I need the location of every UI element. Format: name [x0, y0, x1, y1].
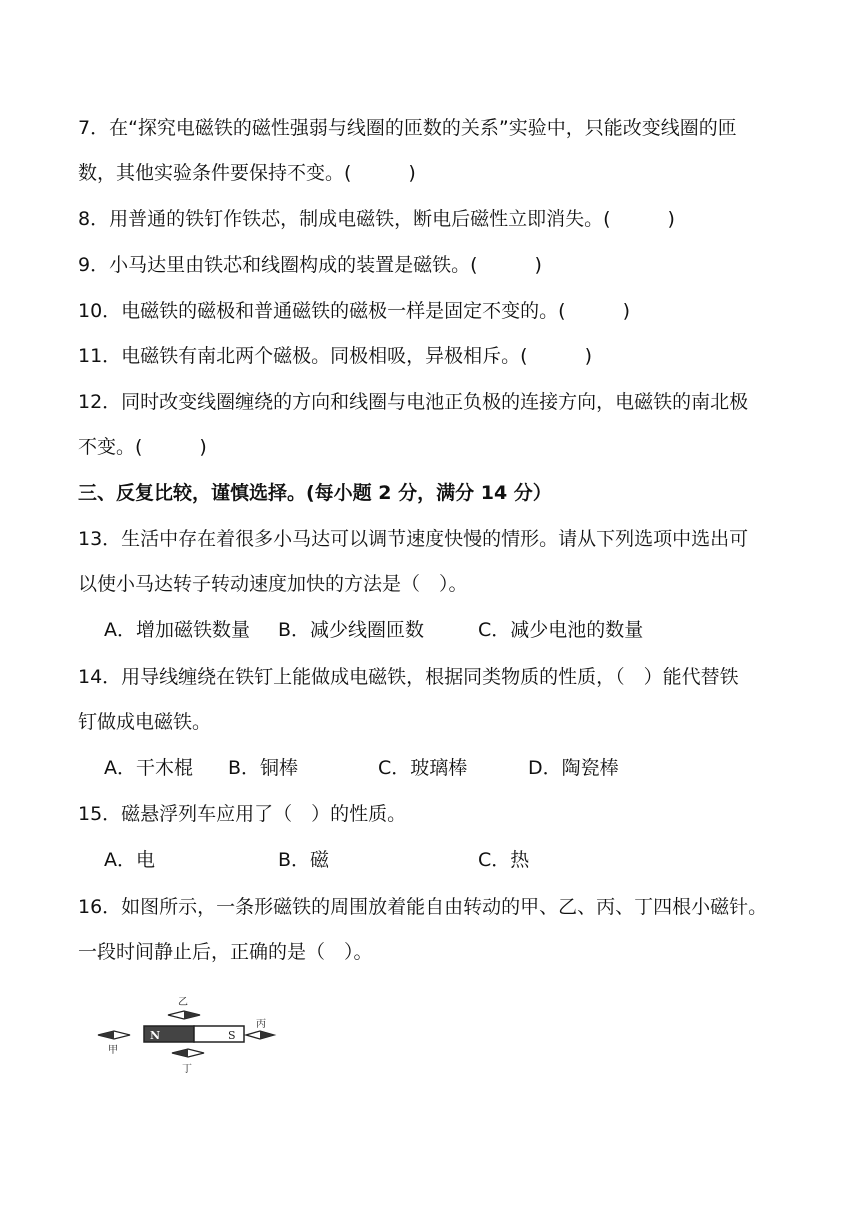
line-q8: 8．用普通的铁钉作铁芯，制成电磁铁，断电后磁性立即消失。( ) [78, 208, 675, 230]
q13-option-b: B．减少线圈匝数 [278, 619, 425, 641]
q14-option-a: A．干木棍 [104, 757, 193, 779]
line-q10: 10．电磁铁的磁极和普通磁铁的磁极一样是固定不变的。( ) [78, 300, 631, 322]
line-q7a: 7．在“探究电磁铁的磁性强弱与线圈的匝数的关系”实验中，只能改变线圈的匝 [78, 117, 737, 139]
q14-option-b: B．铜棒 [228, 757, 299, 779]
compass-needle-jia-tip [98, 1031, 114, 1039]
q14-option-c: C．玻璃棒 [378, 757, 468, 779]
line-q16b: 一段时间静止后，正确的是（ ）。 [78, 941, 373, 963]
magnet-n-label: N [150, 1029, 161, 1042]
line-q7b: 数，其他实验条件要保持不变。( ) [78, 162, 416, 184]
section-3-heading: 三、反复比较，谨慎选择。(每小题 2 分，满分 14 分） [78, 482, 552, 504]
line-q14b: 钉做成电磁铁。 [78, 711, 212, 733]
q13-option-c: C．减少电池的数量 [478, 619, 644, 641]
line-q12a: 12．同时改变线圈缠绕的方向和线圈与电池正负极的连接方向，电磁铁的南北极 [78, 391, 749, 413]
q13-option-a: A．增加磁铁数量 [104, 619, 250, 641]
line-q9: 9．小马达里由铁芯和线圈构成的装置是磁铁。( ) [78, 254, 542, 276]
line-q12b: 不变。( ) [78, 436, 207, 458]
label-yi: 乙 [178, 997, 188, 1008]
line-q14a: 14．用导线缠绕在铁钉上能做成电磁铁，根据同类物质的性质，（ ）能代替铁 [78, 666, 739, 688]
label-bing: 丙 [256, 1019, 266, 1030]
magnet-compass-figure [78, 980, 278, 1080]
compass-needle-bing-tip [260, 1031, 274, 1039]
line-q13b: 以使小马达转子转动速度加快的方法是（ ）。 [78, 573, 468, 595]
compass-needle-yi-tip [184, 1011, 200, 1019]
line-q13a: 13．生活中存在着很多小马达可以调节速度快慢的情形。请从下列选项中选出可 [78, 528, 749, 550]
label-jia: 甲 [108, 1045, 118, 1056]
q15-options [104, 848, 804, 872]
q13-options [104, 618, 804, 642]
magnet-south-half [194, 1026, 244, 1042]
compass-needle-ding-tip [172, 1049, 188, 1057]
magnet-s-label: S [228, 1029, 236, 1042]
q15-option-a: A．电 [104, 849, 155, 871]
magnet-diagram [78, 980, 278, 1080]
line-q15: 15．磁悬浮列车应用了（ ）的性质。 [78, 803, 407, 825]
label-ding: 丁 [182, 1064, 192, 1075]
line-q16a: 16．如图所示，一条形磁铁的周围放着能自由转动的甲、乙、丙、丁四根小磁针。 [78, 896, 768, 918]
q15-option-b: B．磁 [278, 849, 330, 871]
q14-option-d: D．陶瓷棒 [528, 757, 619, 779]
q15-option-c: C．热 [478, 849, 530, 871]
q14-options [104, 756, 804, 780]
line-q11: 11．电磁铁有南北两个磁极。同极相吸，异极相斥。( ) [78, 345, 593, 367]
